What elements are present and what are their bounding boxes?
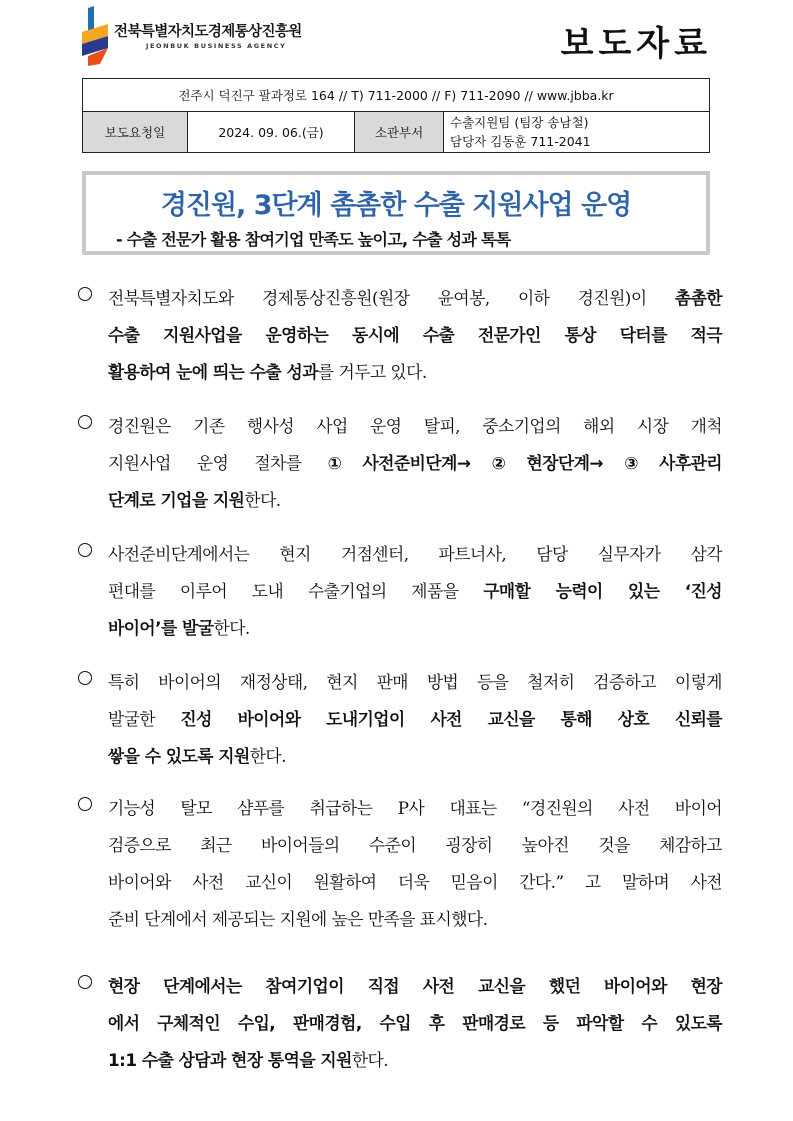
paragraph-line [108, 615, 722, 652]
paragraph-line [108, 578, 722, 615]
paragraph-line [108, 413, 722, 450]
request-date-value: 2024. 09. 06.(금) [188, 112, 355, 153]
emphasized-text: 바이어’를 발굴 [108, 618, 214, 638]
paragraph-line [108, 669, 722, 706]
emphasized-text: 1:1 수출 상담과 현장 통역을 지원 [108, 1050, 352, 1070]
emphasized-text: ①사전준비단계→②현장단계→③사후관리 [327, 453, 722, 473]
document-type-heading: 보도자료 [560, 24, 712, 64]
paragraph-line [108, 706, 722, 743]
body-text: 한다. [244, 490, 281, 510]
address-cell: 전주시 덕진구 팔과정로 164 // T) 711-2000 // F) 711-2090 // www.jbba.kr [83, 79, 710, 112]
paragraph-text [108, 285, 722, 396]
emphasized-text: 진성 바이어와 도내기업이 사전 교신을 통해 상호 신뢰를 [180, 709, 723, 729]
emphasized-text: 현장 단계에서는 참여기업이 직접 사전 교신을 했던 바이어와 현장 [108, 976, 722, 996]
department-contact-person: 담당자 김동훈 711-2041 [450, 134, 591, 149]
paragraph-line [108, 359, 722, 396]
body-text: 사전준비단계에서는 현지 거점센터, 파트너사, 담당 실무자가 삼각 [108, 544, 722, 564]
headline-title: 경진원, 3단계 촘촘한 수출 지원사업 운영 [160, 190, 632, 221]
emphasized-text: 단계로 기업을 지원 [108, 490, 245, 510]
body-text: 를 거두고 있다. [317, 362, 427, 382]
body-text: 경진원은 기존 행사성 사업 운영 탈피, 중소기업의 해외 시장 개척 [108, 416, 722, 436]
paragraph-line [108, 285, 722, 322]
paragraph-line [108, 1010, 722, 1047]
paragraph-text [108, 669, 722, 780]
headline-box [82, 171, 710, 255]
emphasized-text: 구매할 능력이 있는 ‘진성 [483, 581, 723, 601]
agency-name: 전북특별자치도경제통상진흥원 [114, 24, 302, 40]
body-text: 바이어와 사전 교신이 원활하여 더욱 믿음이 간다.” 고 말하며 사전 [108, 872, 722, 892]
department-label: 소관부서 [355, 112, 444, 153]
hollow-circle-bullet-icon [78, 543, 92, 557]
paragraph-line [108, 832, 722, 869]
headline-subtitle: - 수출 전문가 활용 참여기업 만족도 높이고, 수출 성과 톡톡 [116, 230, 511, 249]
body-text: 준비 단계에서 제공되는 지원에 높은 만족을 표시했다. [108, 909, 488, 929]
paragraph-text [108, 413, 722, 524]
hollow-circle-bullet-icon [78, 975, 92, 989]
paragraph-text [108, 541, 722, 652]
hollow-circle-bullet-icon [78, 797, 92, 811]
body-text: 한다. [213, 618, 250, 638]
paragraph-text [108, 795, 722, 943]
paragraph-line [108, 450, 722, 487]
department-contact-cell [444, 112, 710, 153]
paragraph-line [108, 487, 722, 524]
paragraph-line [108, 541, 722, 578]
paragraph-text [108, 973, 722, 1084]
emphasized-text: 촘촘한 [674, 288, 722, 308]
body-text: 발굴한 [108, 709, 181, 729]
agency-english-name: JEONBUK BUSINESS AGENCY [146, 42, 287, 50]
emphasized-text: 수출 지원사업을 운영하는 동시에 수출 전문가인 통상 닥터를 적극 [108, 325, 722, 345]
body-text: 전북특별자치도와 경제통상진흥원(원장 윤여봉, 이하 경진원)이 [108, 288, 675, 308]
paragraph-line [108, 322, 722, 359]
paragraph-line [108, 973, 722, 1010]
hollow-circle-bullet-icon [78, 671, 92, 685]
paragraph-line [108, 869, 722, 906]
hollow-circle-bullet-icon [78, 287, 92, 301]
emphasized-text: 에서 구체적인 수입, 판매경험, 수입 후 판매경로 등 파악할 수 있도록 [108, 1013, 722, 1033]
paragraph-line [108, 795, 722, 832]
paragraph-line [108, 906, 722, 943]
body-text: 한다. [351, 1050, 389, 1070]
body-text: 특히 바이어의 재정상태, 현지 판매 방법 등을 철저히 검증하고 이렇게 [108, 672, 722, 692]
body-text: 편대를 이루어 도내 수출기업의 제품을 [108, 581, 484, 601]
department-team: 수출지원팀 (팀장 송남철) [450, 115, 589, 130]
press-info-table [82, 78, 710, 153]
hollow-circle-bullet-icon [78, 415, 92, 429]
body-text: 한다. [249, 746, 286, 766]
emphasized-text: 활용하여 눈에 띄는 수출 성과 [108, 362, 318, 382]
paragraph-line [108, 1047, 722, 1084]
body-text: 검증으로 최근 바이어들의 수준이 굉장히 높아진 것을 체감하고 [108, 835, 722, 855]
paragraph-line [108, 743, 722, 780]
body-text: 지원사업 운영 절차를 [108, 453, 328, 473]
body-text: 기능성 탈모 샴푸를 취급하는 P사 대표는 “경진원의 사전 바이어 [108, 798, 722, 818]
document-header [80, 6, 720, 68]
emphasized-text: 쌓을 수 있도록 지원 [108, 746, 250, 766]
request-date-label: 보도요청일 [83, 112, 188, 153]
